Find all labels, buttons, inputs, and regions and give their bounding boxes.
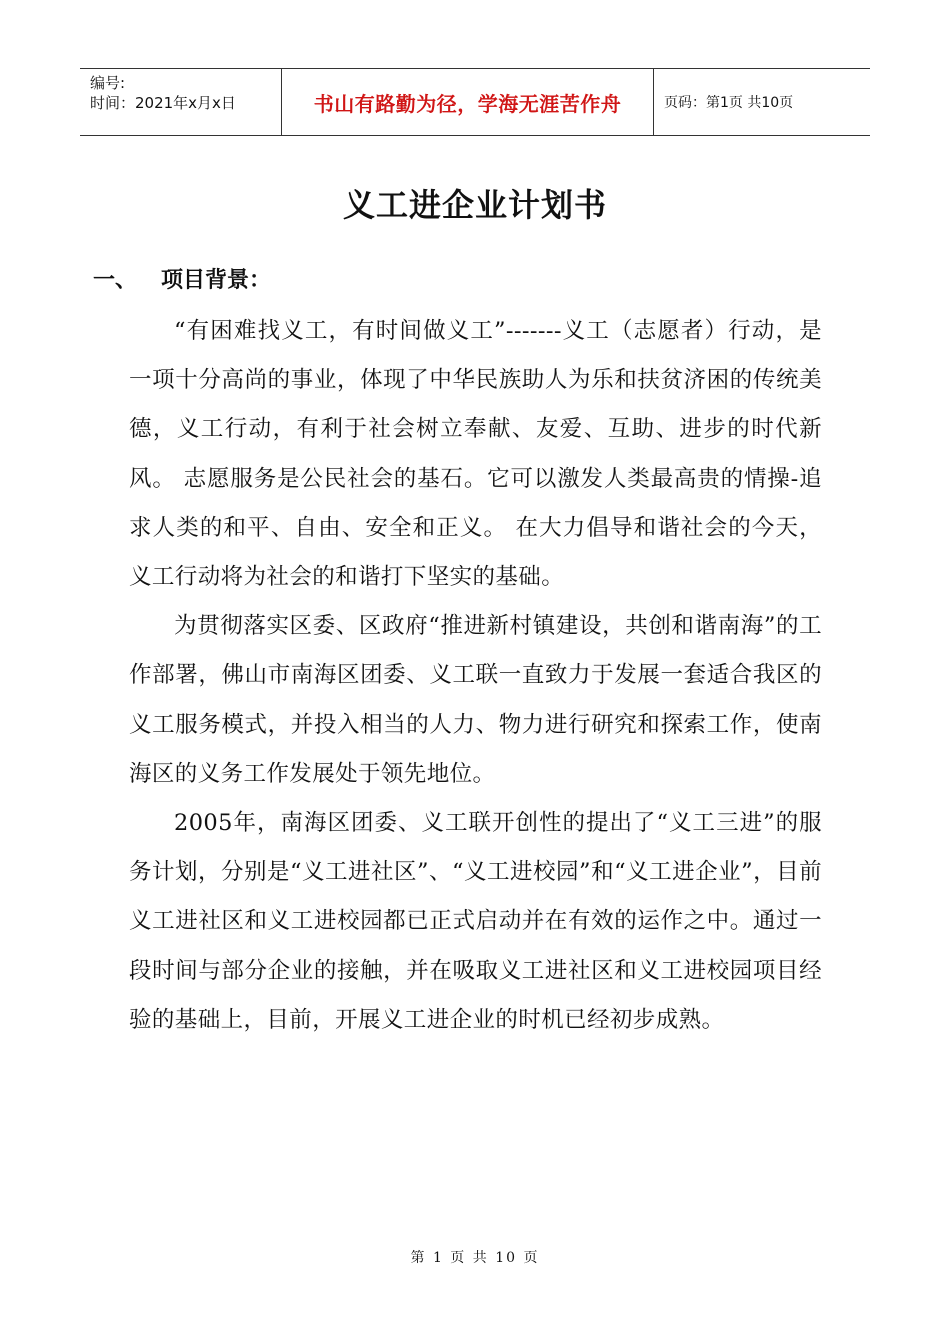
page-header [80,68,870,136]
paragraph-3: 2005年，南海区团委、义工联开创性的提出了“义工三进”的服务计划，分别是“义工进社区”、“义工进校园”和“义工进企业”，目前义工进社区和义工进校园都已正式启动并在有效的运作之中。通过一段时间与部分企业的接触，并在吸取义工进社区和义工进校园项目经验的基础上，目前，开展义工进企业的时机已经初步成熟。 [129,810,822,1033]
date-label: 时间：2021年x月x日 [90,94,236,112]
header-meta [80,69,282,135]
header-motto: 书山有路勤为径，学海无涯苦作舟 [282,69,654,135]
paragraph-2: 为贯彻落实区委、区政府“推进新村镇建设，共创和谐南海”的工作部署，佛山市南海区团委、义工联一直致力于发展一套适合我区的义工服务模式，并投入相当的人力、物力进行研究和探索工作，使南海区的义务工作发展处于领先地位。 [129,613,822,787]
section-number: 一、 [93,268,138,293]
body-text [129,307,822,1045]
page-footer: 第 1 页 共 10 页 [410,1250,540,1266]
number-label: 编号: [90,74,126,92]
section-title: 项目背景： [161,268,272,293]
paragraph-1: “有困难找义工，有时间做义工”-------义工（志愿者）行动，是一项十分高尚的事业，体现了中华民族助人为乐和扶贫济困的传统美德，义工行动，有利于社会树立奉献、友爱、互助、进步的时代新风。 志愿服务是公民社会的基石。它可以激发人类最高贵的情操-追求人类的和平、自由、安全和正义。 在大力倡导和谐社会的今天，义工行动将为社会的和谐打下坚实的基础。 [129,318,822,591]
section-heading [93,263,271,294]
header-page-info: 页码：第1页 共10页 [664,95,794,111]
document-title: 义工进企业计划书 [342,186,607,224]
